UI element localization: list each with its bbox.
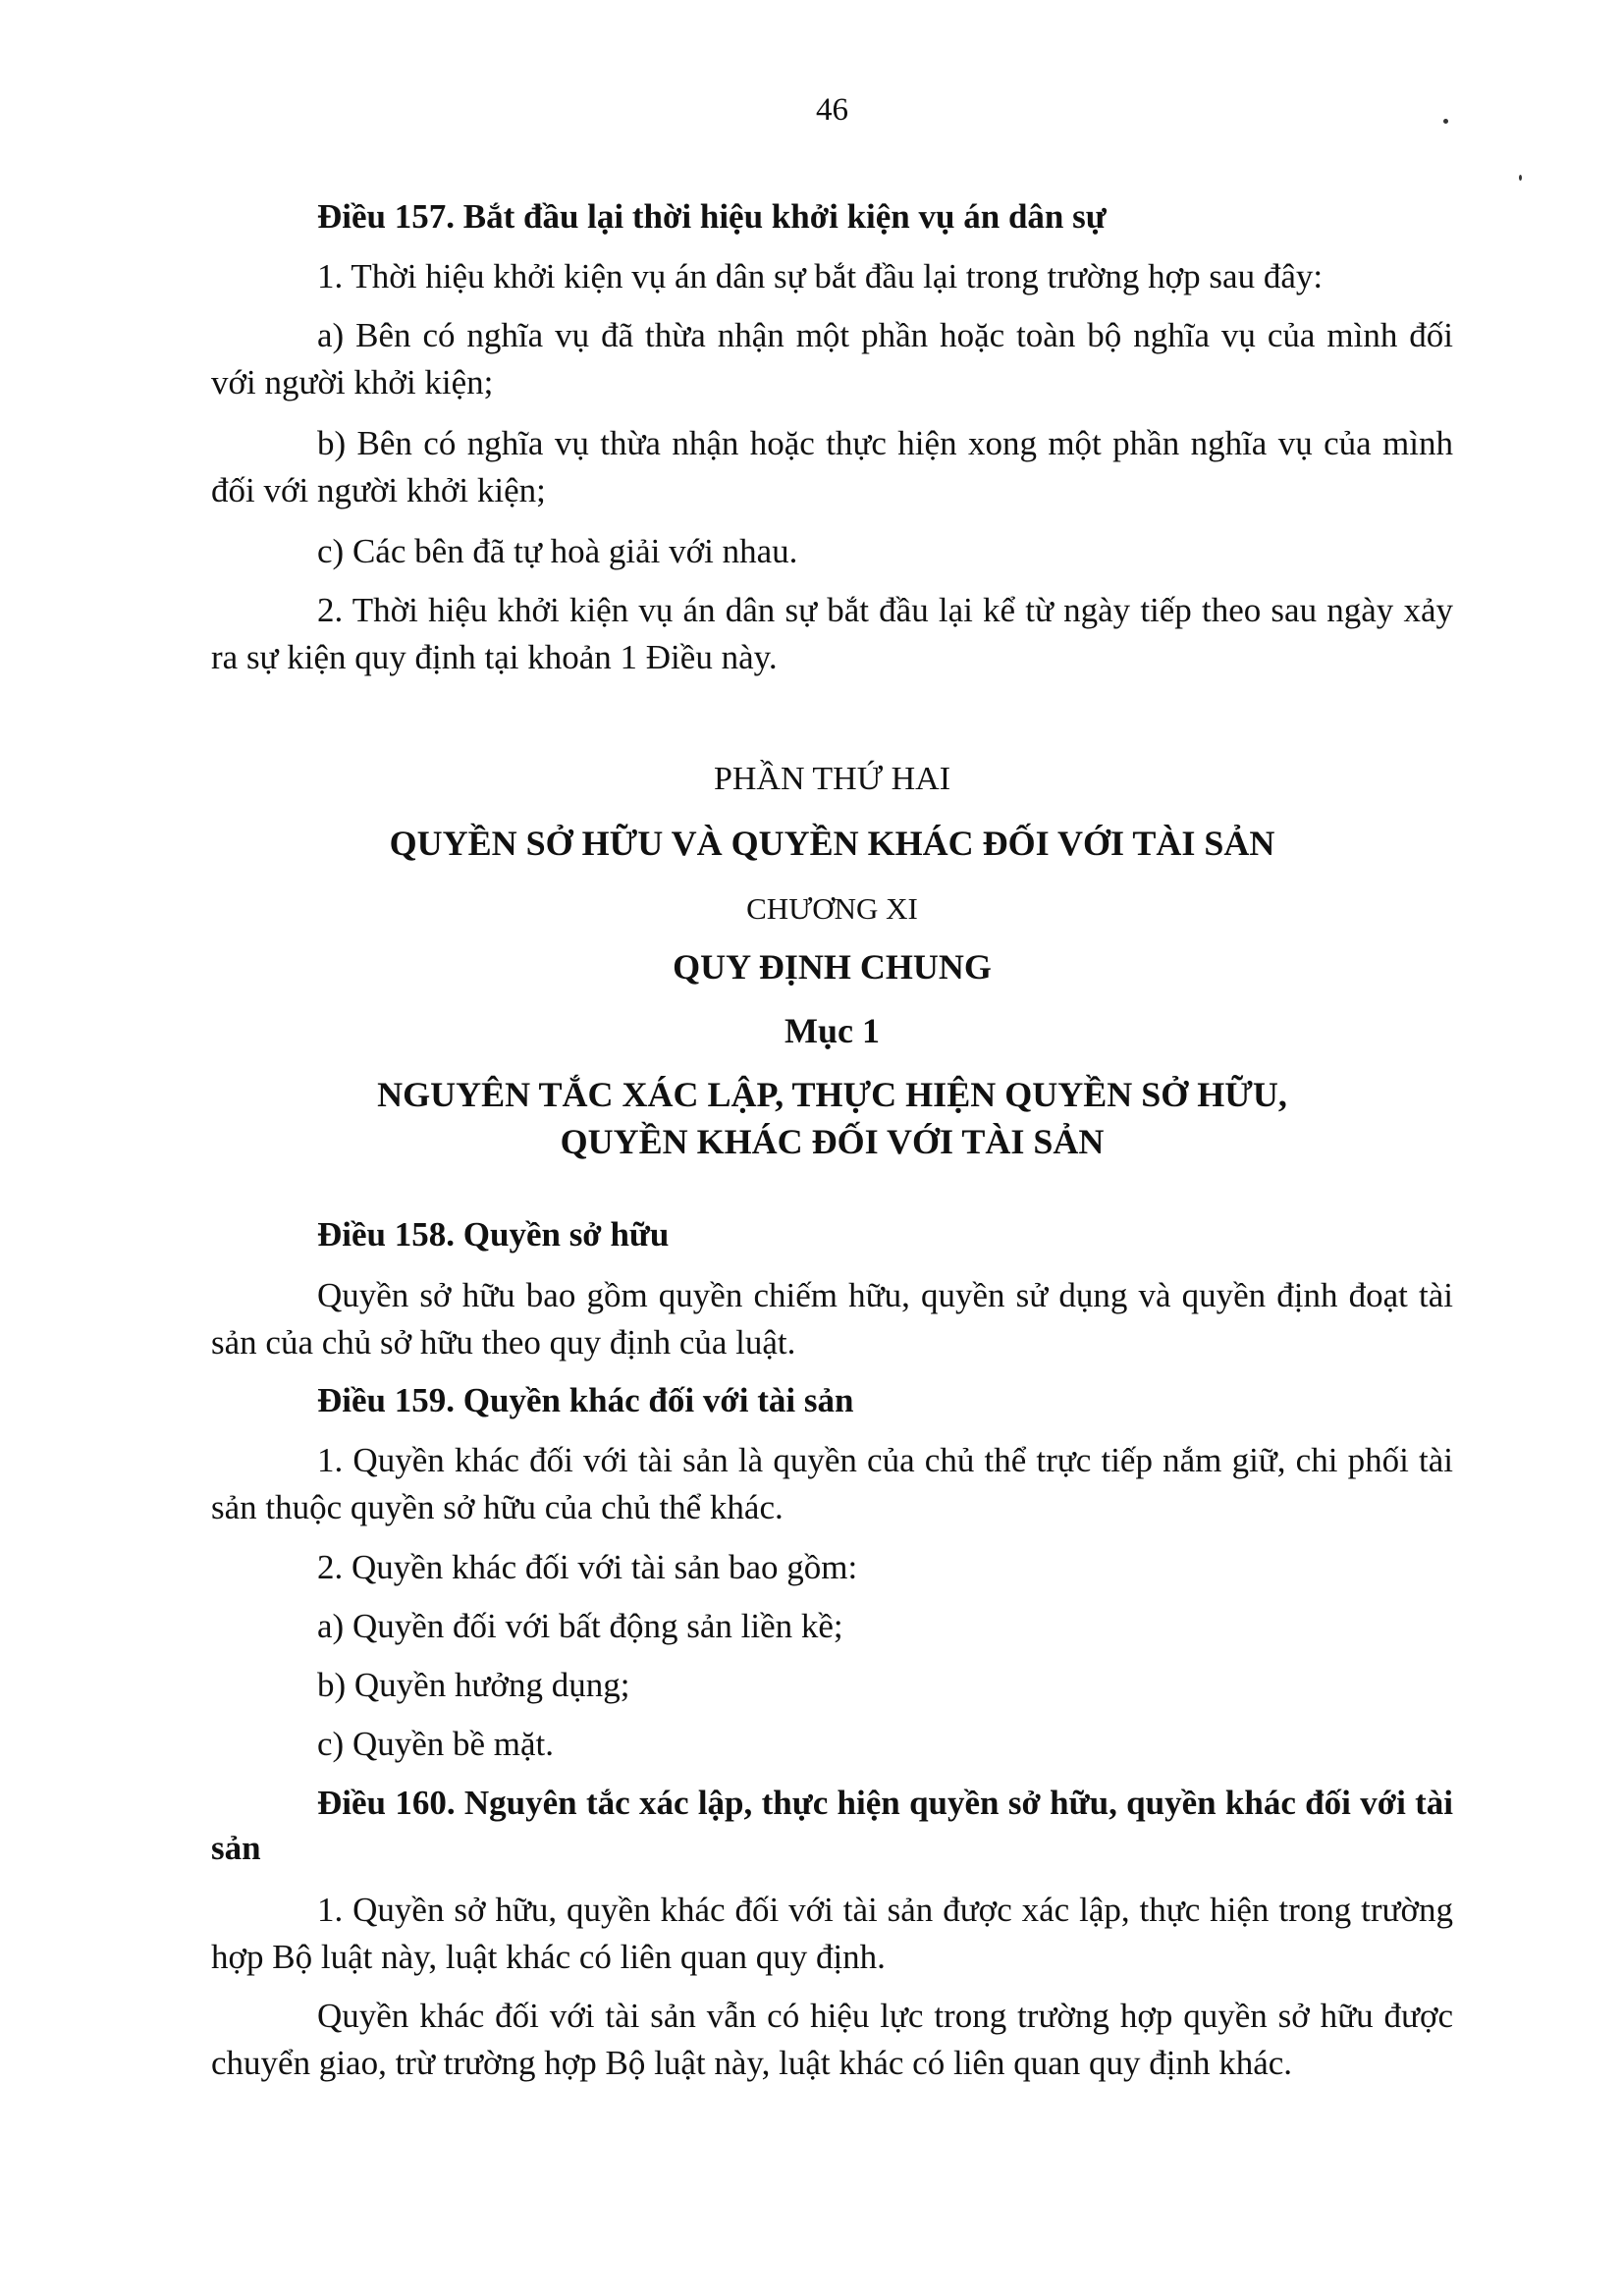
article-160-paragraph-2: Quyền khác đối với tài sản vẫn có hiệu lực trong trường hợp quyền sở hữu được chuyển giao, trừ trường hợp Bộ luật này, luật khác có liên quan quy định khác. <box>211 1997 1453 2082</box>
part-title: QUYỀN SỞ HỮU VÀ QUYỀN KHÁC ĐỐI VỚI TÀI SẢN <box>389 824 1275 863</box>
page-number: 46 <box>816 92 848 128</box>
chapter-label: CHƯƠNG XI <box>746 891 918 926</box>
section-title-line-1: NGUYÊN TẮC XÁC LẬP, THỰC HIỆN QUYỀN SỞ HỮU, <box>377 1075 1287 1114</box>
article-159-point-a: a) Quyền đối với bất động sản liền kề; <box>317 1607 843 1645</box>
article-157-point-b: b) Bên có nghĩa vụ thừa nhận hoặc thực hiện xong một phần nghĩa vụ của mình đối với người khởi kiện; <box>211 424 1453 509</box>
article-157-point-a: a) Bên có nghĩa vụ đã thừa nhận một phần hoặc toàn bộ nghĩa vụ của mình đối với người khởi kiện; <box>211 316 1453 401</box>
article-159-point-b: b) Quyền hưởng dụng; <box>317 1666 630 1704</box>
article-157-clause-2: 2. Thời hiệu khởi kiện vụ án dân sự bắt đầu lại kể từ ngày tiếp theo sau ngày xảy ra sự kiện quy định tại khoản 1 Điều này. <box>211 591 1453 676</box>
scan-speck <box>1519 175 1522 181</box>
article-160-clause-1: 1. Quyền sở hữu, quyền khác đối với tài sản được xác lập, thực hiện trong trường hợp Bộ luật này, luật khác có liên quan quy định. <box>211 1891 1453 1976</box>
section-label: Mục 1 <box>784 1011 880 1050</box>
part-label: PHẦN THỨ HAI <box>713 761 951 797</box>
article-158-title: Điều 158. Quyền sở hữu <box>317 1215 670 1254</box>
article-159-clause-1: 1. Quyền khác đối với tài sản là quyền của chủ thể trực tiếp nắm giữ, chi phối tài sản thuộc quyền sở hữu của chủ thể khác. <box>211 1441 1453 1526</box>
article-157-title: Điều 157. Bắt đầu lại thời hiệu khởi kiện vụ án dân sự <box>317 197 1107 236</box>
chapter-title: QUY ĐỊNH CHUNG <box>673 947 992 987</box>
article-159-point-c: c) Quyền bề mặt. <box>317 1725 555 1763</box>
article-160-title: Điều 160. Nguyên tắc xác lập, thực hiện quyền sở hữu, quyền khác đối với tài sản <box>211 1784 1453 1867</box>
article-159-title: Điều 159. Quyền khác đối với tài sản <box>317 1381 854 1419</box>
article-158-body: Quyền sở hữu bao gồm quyền chiếm hữu, quyền sử dụng và quyền định đoạt tài sản của chủ sở hữu theo quy định của luật. <box>211 1276 1453 1362</box>
article-159-clause-2: 2. Quyền khác đối với tài sản bao gồm: <box>317 1548 858 1586</box>
section-title-line-2: QUYỀN KHÁC ĐỐI VỚI TÀI SẢN <box>560 1122 1105 1161</box>
article-157-clause-1: 1. Thời hiệu khởi kiện vụ án dân sự bắt đầu lại trong trường hợp sau đây: <box>317 257 1324 295</box>
article-157-point-c: c) Các bên đã tự hoà giải với nhau. <box>317 532 798 570</box>
